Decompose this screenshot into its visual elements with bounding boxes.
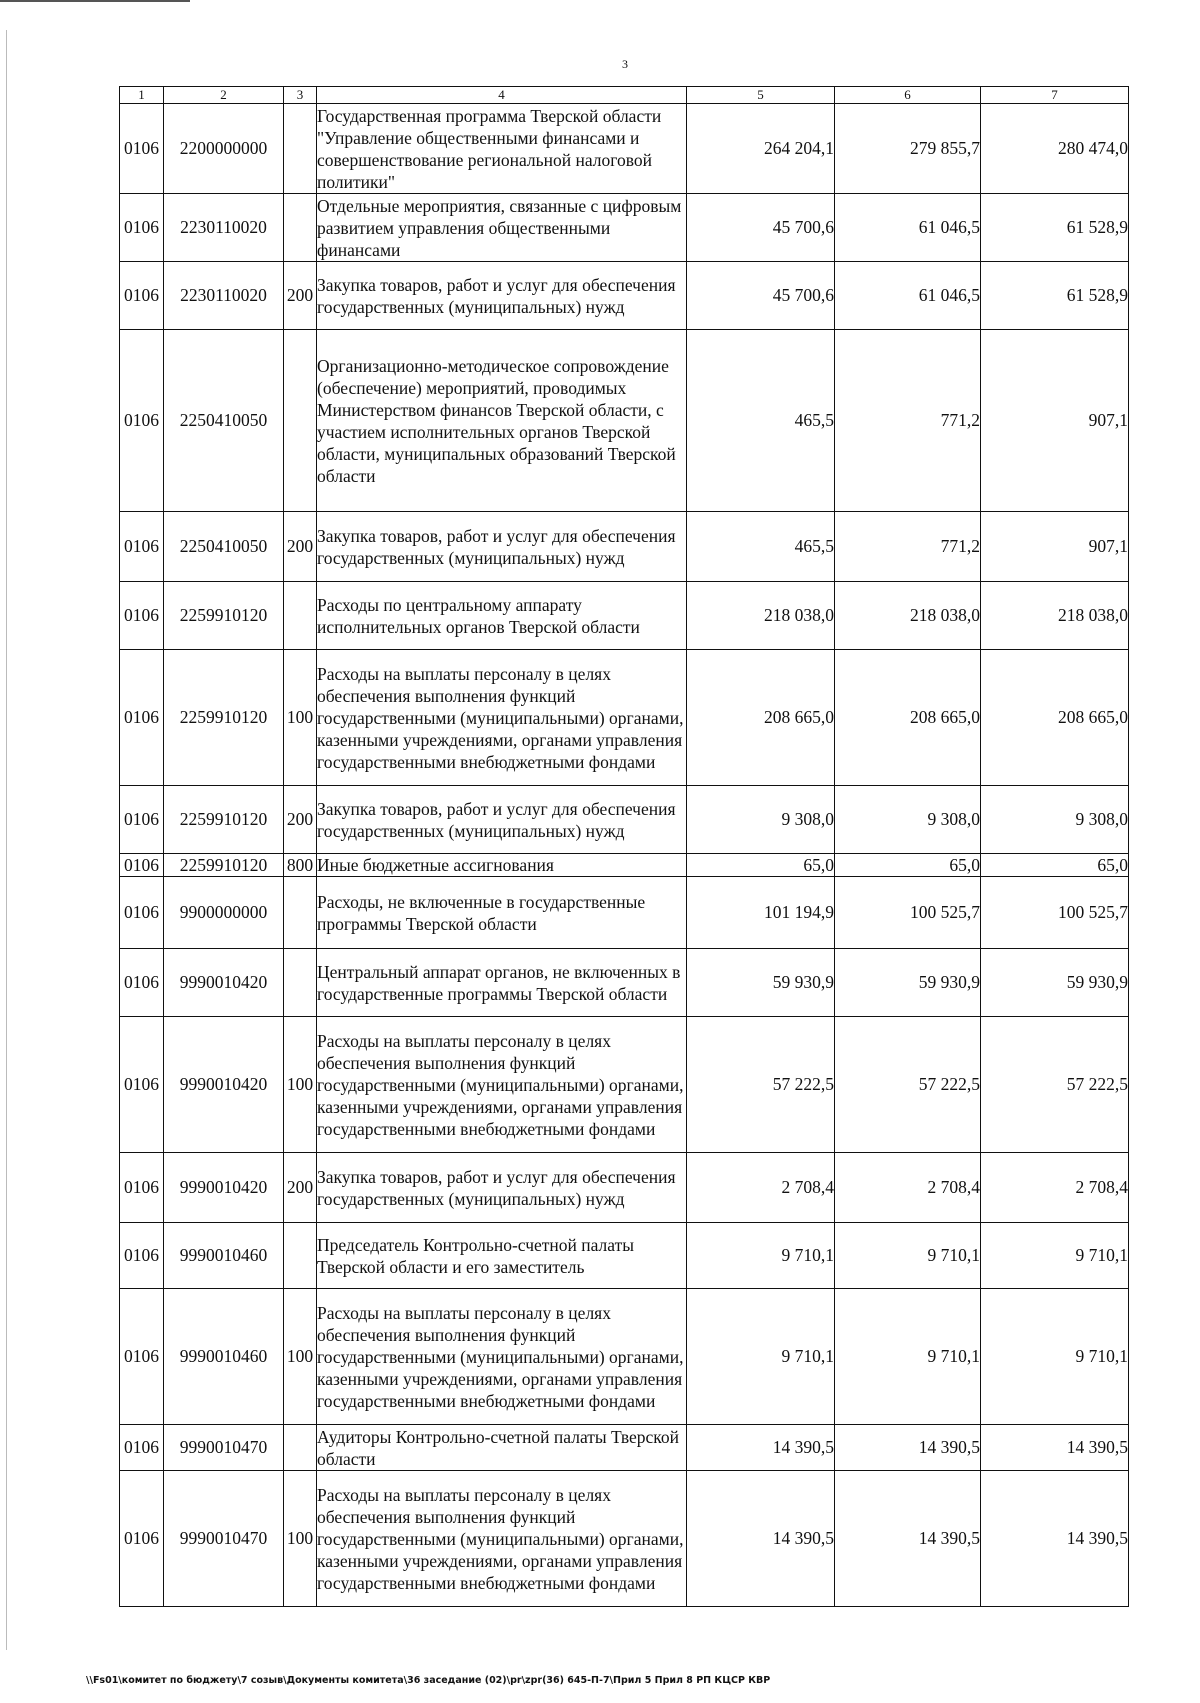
value-col-7: 14 390,5 bbox=[981, 1471, 1129, 1607]
table-row bbox=[120, 1223, 1129, 1289]
value-col-7: 57 222,5 bbox=[981, 1017, 1129, 1153]
value-col-6: 100 525,7 bbox=[835, 877, 981, 949]
target-article-code: 9990010420 bbox=[164, 1153, 284, 1223]
target-article-code: 2250410050 bbox=[164, 512, 284, 582]
section-code: 0106 bbox=[120, 194, 164, 262]
row-description: Центральный аппарат органов, не включенных в государственные программы Тверской области bbox=[317, 949, 687, 1017]
row-description: Отдельные мероприятия, связанные с цифровым развитием управления общественными финансами bbox=[317, 194, 687, 262]
expense-type-code: 800 bbox=[284, 854, 317, 877]
value-col-7: 907,1 bbox=[981, 330, 1129, 512]
expense-type-code bbox=[284, 104, 317, 194]
table-row bbox=[120, 949, 1129, 1017]
expense-type-code bbox=[284, 330, 317, 512]
value-col-6: 9 308,0 bbox=[835, 786, 981, 854]
value-col-7: 9 308,0 bbox=[981, 786, 1129, 854]
value-col-6: 14 390,5 bbox=[835, 1425, 981, 1471]
row-description: Закупка товаров, работ и услуг для обеспечения государственных (муниципальных) нужд bbox=[317, 262, 687, 330]
expense-type-code bbox=[284, 1425, 317, 1471]
value-col-6: 61 046,5 bbox=[835, 194, 981, 262]
value-col-7: 218 038,0 bbox=[981, 582, 1129, 650]
value-col-5: 465,5 bbox=[687, 330, 835, 512]
expense-type-code: 100 bbox=[284, 650, 317, 786]
table-row bbox=[120, 854, 1129, 877]
table-row bbox=[120, 194, 1129, 262]
expense-type-code bbox=[284, 582, 317, 650]
value-col-6: 771,2 bbox=[835, 330, 981, 512]
value-col-5: 14 390,5 bbox=[687, 1471, 835, 1607]
value-col-5: 65,0 bbox=[687, 854, 835, 877]
expense-type-code bbox=[284, 949, 317, 1017]
value-col-5: 9 710,1 bbox=[687, 1223, 835, 1289]
value-col-7: 59 930,9 bbox=[981, 949, 1129, 1017]
target-article-code: 2200000000 bbox=[164, 104, 284, 194]
table-row bbox=[120, 650, 1129, 786]
value-col-6: 65,0 bbox=[835, 854, 981, 877]
value-col-7: 61 528,9 bbox=[981, 194, 1129, 262]
value-col-7: 9 710,1 bbox=[981, 1289, 1129, 1425]
section-code: 0106 bbox=[120, 1223, 164, 1289]
row-description: Расходы на выплаты персоналу в целях обеспечения выполнения функций государственными (муниципальными) органами, казенными учреждениями, органами управления государственными внебюджетными фондами bbox=[317, 1471, 687, 1607]
footer-file-path: \\Fs01\комитет по бюджету\7 созыв\Документы комитета\36 заседание (02)\pr\zpr(36) 645-П-7\Прил 5 Прил 8 РП КЦСР КВР bbox=[86, 1675, 771, 1686]
section-code: 0106 bbox=[120, 949, 164, 1017]
value-col-6: 279 855,7 bbox=[835, 104, 981, 194]
value-col-6: 61 046,5 bbox=[835, 262, 981, 330]
value-col-6: 2 708,4 bbox=[835, 1153, 981, 1223]
table-row bbox=[120, 786, 1129, 854]
target-article-code: 9990010420 bbox=[164, 949, 284, 1017]
section-code: 0106 bbox=[120, 1153, 164, 1223]
column-header-4: 4 bbox=[317, 87, 687, 104]
section-code: 0106 bbox=[120, 854, 164, 877]
target-article-code: 9990010460 bbox=[164, 1289, 284, 1425]
target-article-code: 2250410050 bbox=[164, 330, 284, 512]
column-header-1: 1 bbox=[120, 87, 164, 104]
column-header-3: 3 bbox=[284, 87, 317, 104]
section-code: 0106 bbox=[120, 582, 164, 650]
value-col-6: 218 038,0 bbox=[835, 582, 981, 650]
header-row bbox=[120, 87, 1129, 104]
row-description: Государственная программа Тверской области "Управление общественными финансами и совершенствование региональной налоговой политики" bbox=[317, 104, 687, 194]
section-code: 0106 bbox=[120, 877, 164, 949]
value-col-6: 14 390,5 bbox=[835, 1471, 981, 1607]
value-col-7: 14 390,5 bbox=[981, 1425, 1129, 1471]
row-description: Иные бюджетные ассигнования bbox=[317, 854, 687, 877]
row-description: Закупка товаров, работ и услуг для обеспечения государственных (муниципальных) нужд bbox=[317, 1153, 687, 1223]
expense-type-code: 100 bbox=[284, 1289, 317, 1425]
expense-type-code bbox=[284, 194, 317, 262]
section-code: 0106 bbox=[120, 1471, 164, 1607]
value-col-7: 2 708,4 bbox=[981, 1153, 1129, 1223]
expense-type-code: 100 bbox=[284, 1471, 317, 1607]
row-description: Расходы на выплаты персоналу в целях обеспечения выполнения функций государственными (муниципальными) органами, казенными учреждениями, органами управления государственными внебюджетными фондами bbox=[317, 1289, 687, 1425]
target-article-code: 2230110020 bbox=[164, 262, 284, 330]
row-description: Председатель Контрольно-счетной палаты Тверской области и его заместитель bbox=[317, 1223, 687, 1289]
value-col-6: 59 930,9 bbox=[835, 949, 981, 1017]
target-article-code: 2259910120 bbox=[164, 582, 284, 650]
value-col-5: 101 194,9 bbox=[687, 877, 835, 949]
section-code: 0106 bbox=[120, 650, 164, 786]
table-row bbox=[120, 1017, 1129, 1153]
value-col-7: 907,1 bbox=[981, 512, 1129, 582]
value-col-7: 100 525,7 bbox=[981, 877, 1129, 949]
section-code: 0106 bbox=[120, 1425, 164, 1471]
target-article-code: 2230110020 bbox=[164, 194, 284, 262]
row-description: Расходы, не включенные в государственные программы Тверской области bbox=[317, 877, 687, 949]
section-code: 0106 bbox=[120, 512, 164, 582]
expense-type-code bbox=[284, 877, 317, 949]
budget-table bbox=[119, 86, 1129, 1607]
row-description: Организационно-методическое сопровождение (обеспечение) мероприятий, проводимых Министерством финансов Тверской области, с участием исполнительных органов Тверской области, муниципальных образований Тверской области bbox=[317, 330, 687, 512]
value-col-7: 9 710,1 bbox=[981, 1223, 1129, 1289]
section-code: 0106 bbox=[120, 262, 164, 330]
table-row bbox=[120, 1153, 1129, 1223]
table-row bbox=[120, 1289, 1129, 1425]
section-code: 0106 bbox=[120, 1017, 164, 1153]
column-header-5: 5 bbox=[687, 87, 835, 104]
target-article-code: 9900000000 bbox=[164, 877, 284, 949]
section-code: 0106 bbox=[120, 104, 164, 194]
value-col-5: 218 038,0 bbox=[687, 582, 835, 650]
target-article-code: 2259910120 bbox=[164, 786, 284, 854]
page-number: 3 bbox=[622, 57, 628, 71]
value-col-5: 208 665,0 bbox=[687, 650, 835, 786]
value-col-6: 9 710,1 bbox=[835, 1289, 981, 1425]
section-code: 0106 bbox=[120, 1289, 164, 1425]
target-article-code: 9990010460 bbox=[164, 1223, 284, 1289]
row-description: Аудиторы Контрольно-счетной палаты Тверской области bbox=[317, 1425, 687, 1471]
value-col-6: 57 222,5 bbox=[835, 1017, 981, 1153]
column-header-2: 2 bbox=[164, 87, 284, 104]
expense-type-code bbox=[284, 1223, 317, 1289]
column-header-6: 6 bbox=[835, 87, 981, 104]
expense-type-code: 200 bbox=[284, 512, 317, 582]
scan-left-margin-line bbox=[6, 30, 7, 1650]
value-col-7: 280 474,0 bbox=[981, 104, 1129, 194]
row-description: Расходы на выплаты персоналу в целях обеспечения выполнения функций государственными (муниципальными) органами, казенными учреждениями, органами управления государственными внебюджетными фондами bbox=[317, 1017, 687, 1153]
value-col-5: 59 930,9 bbox=[687, 949, 835, 1017]
scan-top-line bbox=[0, 0, 190, 2]
expense-type-code: 200 bbox=[284, 1153, 317, 1223]
target-article-code: 9990010470 bbox=[164, 1471, 284, 1607]
expense-type-code: 200 bbox=[284, 262, 317, 330]
row-description: Расходы по центральному аппарату исполнительных органов Тверской области bbox=[317, 582, 687, 650]
value-col-5: 45 700,6 bbox=[687, 194, 835, 262]
value-col-5: 14 390,5 bbox=[687, 1425, 835, 1471]
target-article-code: 9990010420 bbox=[164, 1017, 284, 1153]
row-description: Закупка товаров, работ и услуг для обеспечения государственных (муниципальных) нужд bbox=[317, 786, 687, 854]
value-col-6: 208 665,0 bbox=[835, 650, 981, 786]
value-col-5: 9 308,0 bbox=[687, 786, 835, 854]
table-row bbox=[120, 1471, 1129, 1607]
value-col-5: 465,5 bbox=[687, 512, 835, 582]
table-row bbox=[120, 262, 1129, 330]
target-article-code: 2259910120 bbox=[164, 650, 284, 786]
value-col-5: 2 708,4 bbox=[687, 1153, 835, 1223]
value-col-7: 208 665,0 bbox=[981, 650, 1129, 786]
table-row bbox=[120, 104, 1129, 194]
table-row bbox=[120, 512, 1129, 582]
expense-type-code: 100 bbox=[284, 1017, 317, 1153]
table-row bbox=[120, 582, 1129, 650]
target-article-code: 9990010470 bbox=[164, 1425, 284, 1471]
value-col-5: 9 710,1 bbox=[687, 1289, 835, 1425]
target-article-code: 2259910120 bbox=[164, 854, 284, 877]
value-col-7: 65,0 bbox=[981, 854, 1129, 877]
value-col-5: 264 204,1 bbox=[687, 104, 835, 194]
section-code: 0106 bbox=[120, 330, 164, 512]
column-header-7: 7 bbox=[981, 87, 1129, 104]
value-col-5: 57 222,5 bbox=[687, 1017, 835, 1153]
expense-type-code: 200 bbox=[284, 786, 317, 854]
section-code: 0106 bbox=[120, 786, 164, 854]
table-row bbox=[120, 330, 1129, 512]
value-col-5: 45 700,6 bbox=[687, 262, 835, 330]
table-row bbox=[120, 877, 1129, 949]
value-col-7: 61 528,9 bbox=[981, 262, 1129, 330]
table-row bbox=[120, 1425, 1129, 1471]
value-col-6: 771,2 bbox=[835, 512, 981, 582]
row-description: Закупка товаров, работ и услуг для обеспечения государственных (муниципальных) нужд bbox=[317, 512, 687, 582]
value-col-6: 9 710,1 bbox=[835, 1223, 981, 1289]
row-description: Расходы на выплаты персоналу в целях обеспечения выполнения функций государственными (муниципальными) органами, казенными учреждениями, органами управления государственными внебюджетными фондами bbox=[317, 650, 687, 786]
